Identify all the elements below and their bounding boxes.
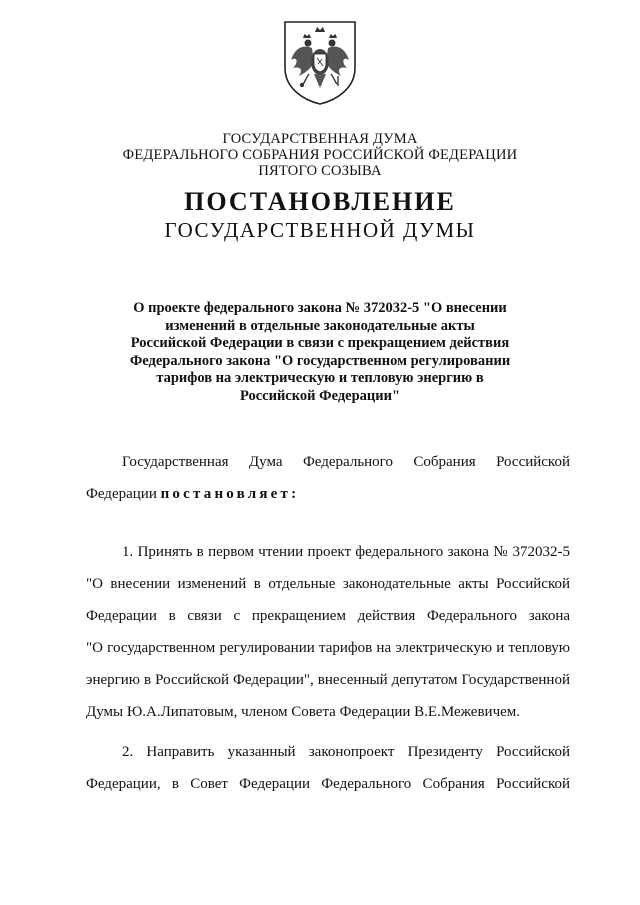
body-line: "О государственном регулировании тарифов на электрическую и тепловую [86,640,570,656]
document-subtitle: ГОСУДАРСТВЕННОЙ ДУМЫ [164,218,476,242]
body-line: 2. Направить указанный законопроект Президенту Российской [122,744,570,760]
intro-start: Федерации [86,486,161,502]
item-1-paragraph [86,536,570,728]
body-line: Государственная Дума Федерального Собрания Российской [122,454,570,470]
body-line: Федерации, в Совет Федерации Федерального Собрания Российской [86,776,570,792]
intro-paragraph [86,446,570,510]
subject-line: Российской Федерации" [239,387,401,404]
header-convocation: ПЯТОГО СОЗЫВА [258,163,382,179]
resolves-keyword: постановляет: [160,486,300,502]
header-federal-assembly: ФЕДЕРАЛЬНОГО СОБРАНИЯ РОССИЙСКОЙ ФЕДЕРАЦИИ [122,147,518,163]
body-line: "О внесении изменений в отдельные законодательные акты Российской [86,576,570,592]
body-line [86,478,570,510]
document-subject [0,300,640,405]
body-line: энергию в Российской Федерации", внесенный депутатом Государственной [86,672,570,688]
body-line: 1. Принять в первом чтении проект федерального закона № 372032-5 [122,544,570,560]
subject-line: изменений в отдельные законодательные акты [165,317,475,334]
subject-line: Российской Федерации в связи с прекращением действия [130,335,510,351]
subject-line: О проекте федерального закона № 372032-5 "О внесении [133,300,507,316]
subject-line: тарифов на электрическую и тепловую энергию в [156,370,484,386]
body-line: Федерации в связи с прекращением действия Федерального закона [86,608,570,624]
document-title: ПОСТАНОВЛЕНИЕ [184,187,456,216]
subject-line: Федерального закона "О государственном регулировании [129,352,511,369]
coat-of-arms-emblem [279,18,361,106]
header-duma: ГОСУДАРСТВЕННАЯ ДУМА [222,131,418,147]
body-line: Думы Ю.А.Липатовым, членом Совета Федерации В.Е.Межевичем. [86,704,521,720]
item-2-paragraph [86,736,570,800]
